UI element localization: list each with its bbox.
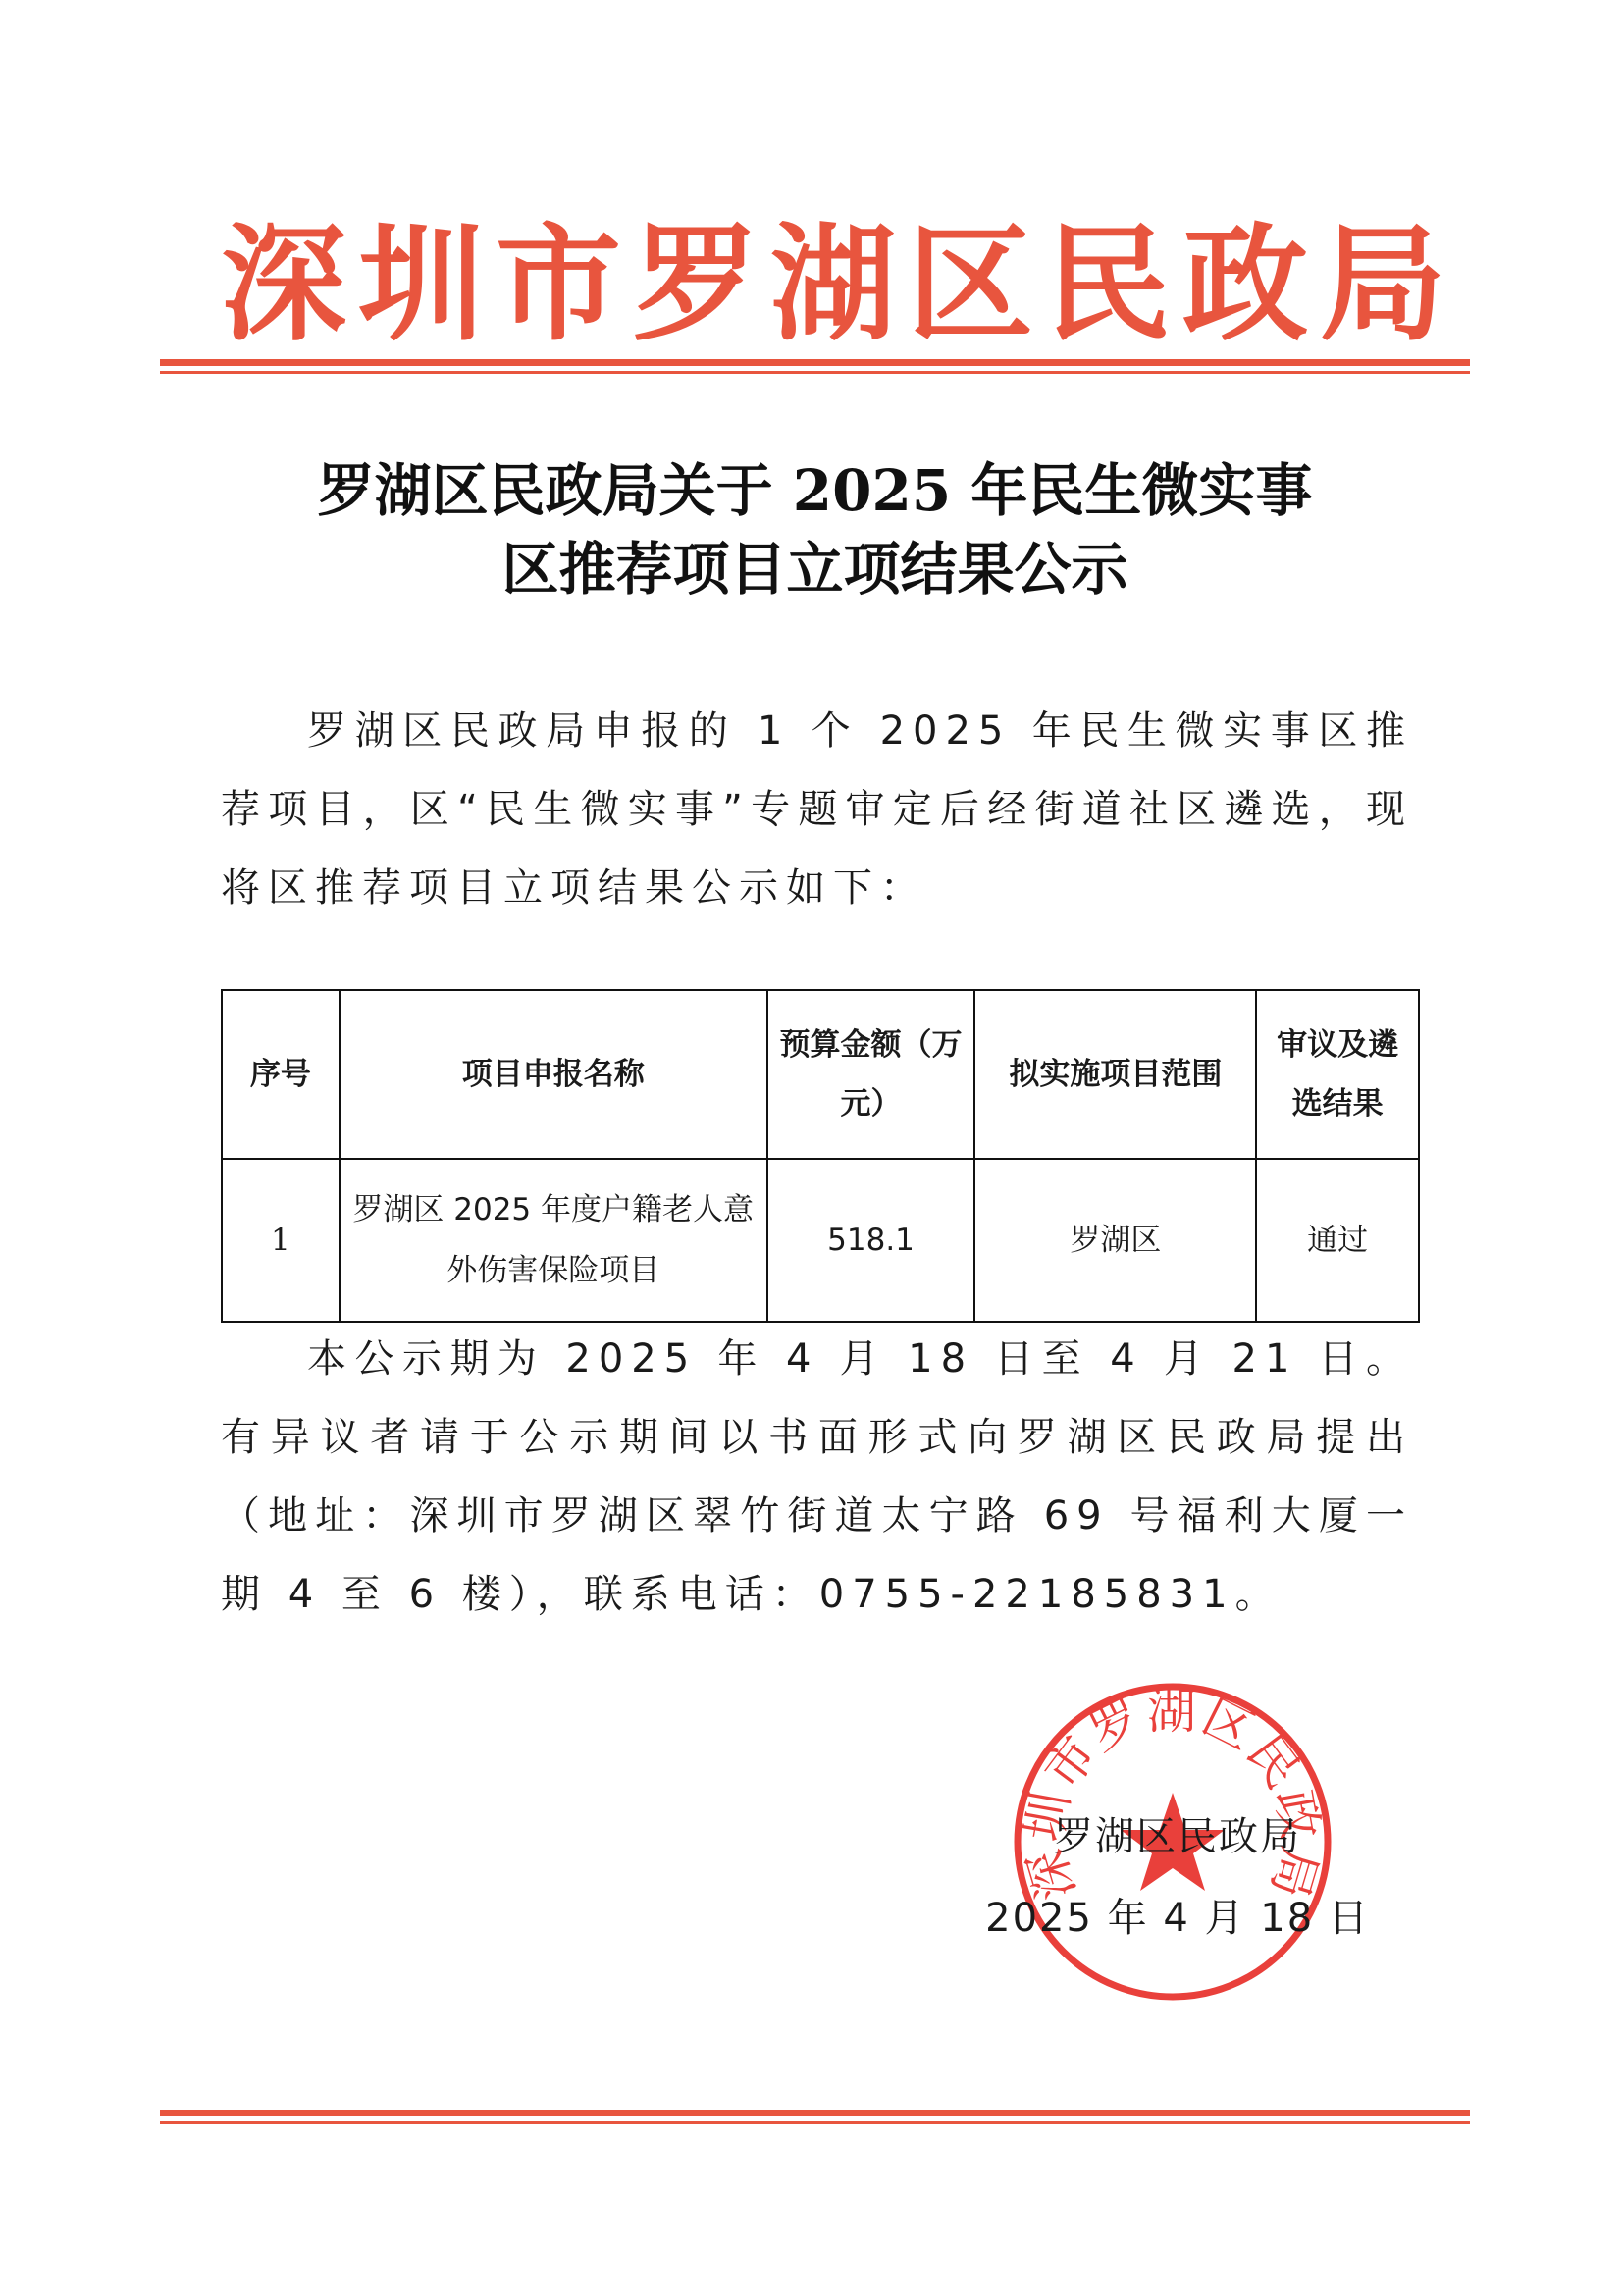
cell-no: 1 [222, 1159, 340, 1322]
header-scope: 拟实施项目范围 [974, 990, 1256, 1159]
header-no: 序号 [222, 990, 340, 1159]
footer-rule-thin [160, 2121, 1470, 2124]
document-title-line1: 罗湖区民政局关于 2025 年民生微实事 [317, 457, 1313, 524]
svg-text:深圳市罗湖区民政局: 深圳市罗湖区民政局 [1015, 1683, 1331, 1906]
document-title-line2: 区推荐项目立项结果公示 [501, 536, 1128, 602]
header-budget: 预算金额（万元） [767, 990, 975, 1159]
table-row [222, 1159, 1419, 1322]
signature-date: 2025 年 4 月 18 日 [985, 1896, 1370, 1941]
intro-paragraph: 罗湖区民政局申报的 1 个 2025 年民生微实事区推荐项目，区“民生微实事”专题审定后经街道社区遴选，现将区推荐项目立项结果公示如下： [221, 708, 1413, 911]
table-header-row [222, 990, 1419, 1159]
cell-scope: 罗湖区 [974, 1159, 1256, 1322]
footer-rule-thick [160, 2110, 1470, 2116]
signature-org: 罗湖区民政局 [1054, 1814, 1301, 1859]
cell-project-name: 罗湖区 2025 年度户籍老人意外伤害保险项目 [340, 1159, 767, 1322]
letterhead-rule-thin [160, 371, 1470, 374]
cell-result: 通过 [1256, 1159, 1419, 1322]
notice-paragraph: 本公示期为 2025 年 4 月 18 日至 4 月 21 日。有异议者请于公示期间以书面形式向罗湖区民政局提出（地址：深圳市罗湖区翠竹街道太宁路 69 号福利大厦一期 4 至 6 楼），联系电话：0755-22185831。 [221, 1336, 1413, 1617]
header-result: 审议及遴选结果 [1256, 990, 1419, 1159]
letterhead-org-name: 深圳市罗湖区民政局 [221, 211, 1458, 358]
result-table [221, 989, 1420, 1323]
header-project-name: 项目申报名称 [340, 990, 767, 1159]
letterhead-rule-thick [160, 359, 1470, 366]
cell-budget: 518.1 [767, 1159, 975, 1322]
